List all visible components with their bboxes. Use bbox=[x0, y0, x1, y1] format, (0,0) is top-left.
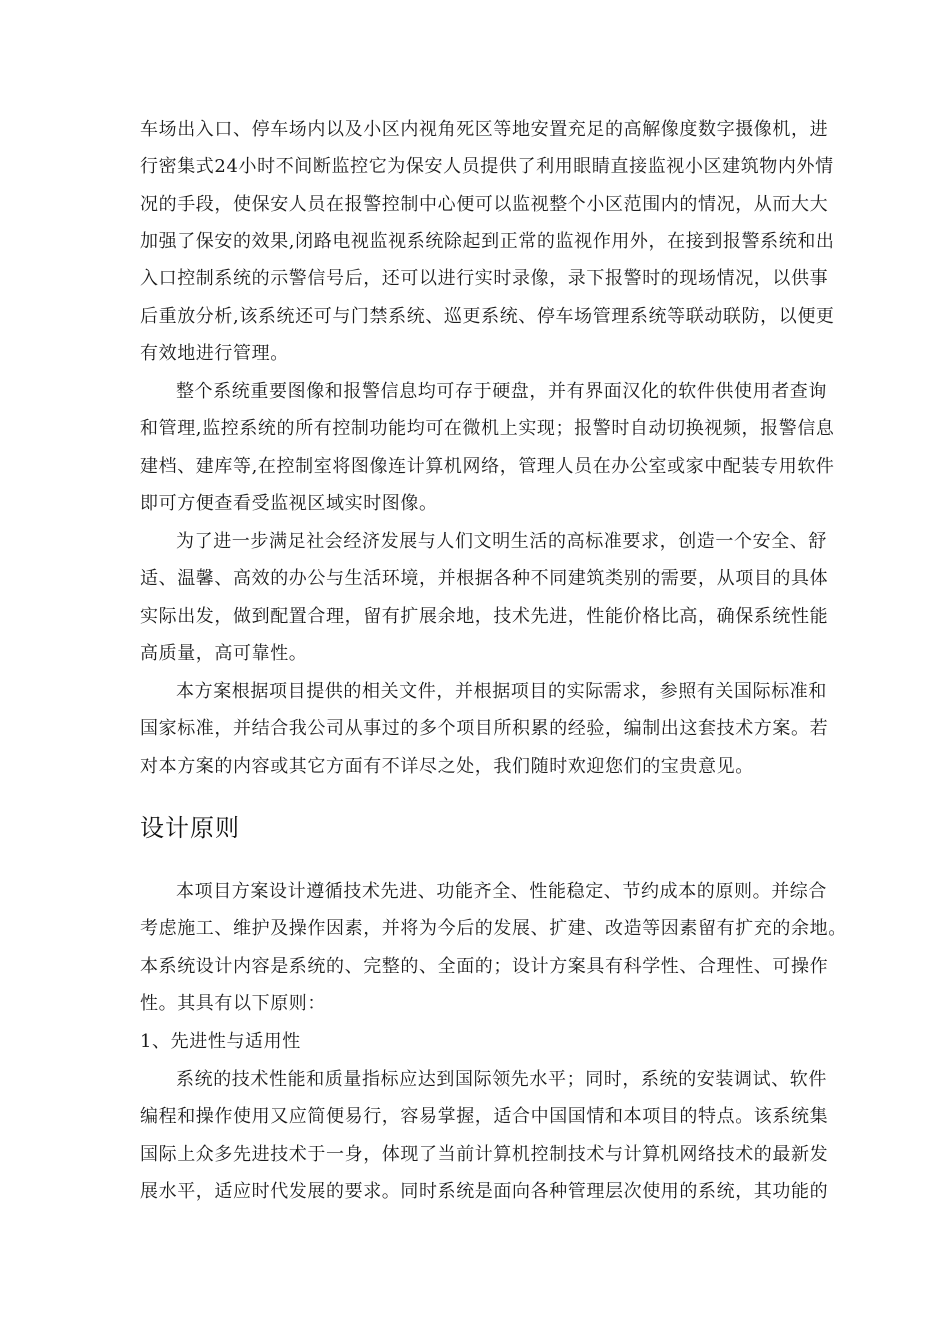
text-line: 后重放分析,该系统还可与门禁系统、巡更系统、停车场管理系统等联动联防，以便更 bbox=[140, 306, 835, 327]
text-line: 高质量，高可靠性。 bbox=[140, 643, 308, 664]
text-line: 即可方便查看受监视区域实时图像。 bbox=[140, 493, 438, 514]
text-line: 加强了保安的效果,闭路电视监视系统除起到正常的监视作用外，在接到报警系统和出 bbox=[140, 231, 835, 252]
text-line: 国家标准，并结合我公司从事过的多个项目所积累的经验，编制出这套技术方案。若 bbox=[140, 718, 829, 739]
text-line: 整个系统重要图像和报警信息均可存于硬盘，并有界面汉化的软件供使用者查询 bbox=[176, 381, 827, 402]
text-line: 况的手段，使保安人员在报警控制中心便可以监视整个小区范围内的情况，从而大大 bbox=[140, 194, 829, 215]
text-line: 编程和操作使用又应简便易行，容易掌握，适合中国国情和本项目的特点。该系统集 bbox=[140, 1106, 829, 1127]
text-line: 性。其具有以下原则： bbox=[140, 993, 326, 1014]
text-line: 本方案根据项目提供的相关文件，并根据项目的实际需求，参照有关国际标准和 bbox=[176, 681, 827, 702]
text-line: 展水平，适应时代发展的要求。同时系统是面向各种管理层次使用的系统，其功能的 bbox=[140, 1181, 829, 1202]
text-line: 车场出入口、停车场内以及小区内视角死区等地安置充足的高解像度数字摄像机，进 bbox=[140, 119, 829, 140]
text-line: 建档、建库等,在控制室将图像连计算机网络，管理人员在办公室或家中配装专用软件 bbox=[140, 456, 835, 477]
text-line: 本系统设计内容是系统的、完整的、全面的；设计方案具有科学性、合理性、可操作 bbox=[140, 956, 829, 977]
text-line: 本项目方案设计遵循技术先进、功能齐全、性能稳定、节约成本的原则。并综合 bbox=[176, 881, 827, 902]
text-line: 行密集式24小时不间断监控它为保安人员提供了利用眼睛直接监视小区建筑物内外情 bbox=[140, 156, 834, 177]
list-item-title: 1、先进性与适用性 bbox=[140, 1031, 301, 1052]
text-line: 有效地进行管理。 bbox=[140, 343, 289, 364]
text-line: 国际上众多先进技术于一身，体现了当前计算机控制技术与计算机网络技术的最新发 bbox=[140, 1144, 829, 1165]
text-line: 和管理,监控系统的所有控制功能均可在微机上实现；报警时自动切换视频，报警信息 bbox=[140, 418, 835, 439]
text-line: 考虑施工、维护及操作因素，并将为今后的发展、扩建、改造等因素留有扩充的余地。 bbox=[140, 918, 847, 939]
text-line: 入口控制系统的示警信号后，还可以进行实时录像，录下报警时的现场情况，以供事 bbox=[140, 268, 829, 289]
text-line: 系统的技术性能和质量指标应达到国际领先水平；同时，系统的安装调试、软件 bbox=[176, 1069, 827, 1090]
text-line: 为了进一步满足社会经济发展与人们文明生活的高标准要求，创造一个安全、舒 bbox=[176, 531, 827, 552]
section-heading: 设计原则 bbox=[140, 814, 240, 842]
text-line: 对本方案的内容或其它方面有不详尽之处，我们随时欢迎您们的宝贵意见。 bbox=[140, 756, 754, 777]
text-line: 适、温馨、高效的办公与生活环境，并根据各种不同建筑类别的需要，从项目的具体 bbox=[140, 568, 829, 589]
text-line: 实际出发，做到配置合理，留有扩展余地，技术先进，性能价格比高，确保系统性能 bbox=[140, 606, 829, 627]
